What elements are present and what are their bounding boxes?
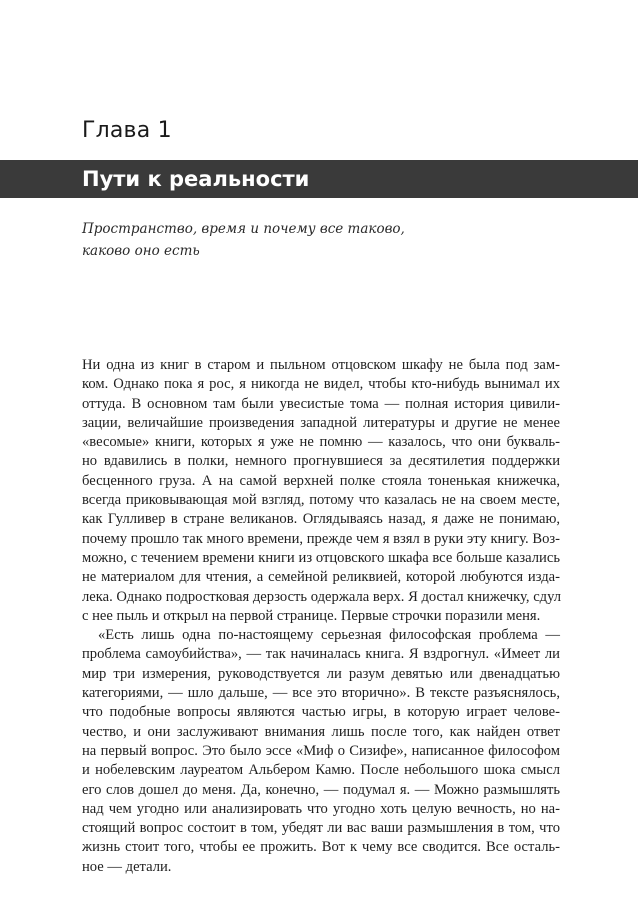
body-line: стоящий вопрос состоит в том, убедят ли вас ваши размышления в том, что bbox=[82, 820, 560, 837]
body-line: можно, с течением времени книги из отцовского шкафа все больше казались bbox=[82, 549, 560, 566]
body-line: «Есть лишь одна по-настоящему серьезная философская проблема — bbox=[98, 627, 560, 644]
body-line: с нее пыль и открыл на первой странице. Первые строчки поразили меня. bbox=[82, 607, 541, 624]
body-line: проблема самоубийства», — так начиналась книга. Я вздрогнул. «Имеет ли bbox=[82, 646, 560, 663]
body-line: «весомые» книги, которых я уже не помню — казалось, что они букваль- bbox=[82, 434, 560, 451]
chapter-title: Пути к реальности bbox=[82, 167, 310, 191]
body-line: над чем угодно или анализировать что угодно хоть целую вечность, но на- bbox=[82, 800, 560, 817]
body-line: категориями, — шло дальше, — все это вторично». В тексте разъяснялось, bbox=[82, 685, 560, 702]
body-line: и нобелевским лауреатом Альбером Камю. После небольшого шока смысл bbox=[82, 762, 560, 779]
body-line: но вдавились в полки, немного прогнувшиеся за десятилетия поддержки bbox=[82, 453, 560, 470]
body-line: оттуда. В основном там были увесистые тома — полная история цивили- bbox=[82, 395, 560, 412]
chapter-title-bar bbox=[0, 160, 638, 198]
body-line: что подобные вопросы являются частью игры, в которую играет челове- bbox=[82, 704, 560, 721]
body-line: бесценного груза. А на самой верхней полке стояла тоненькая книжечка, bbox=[82, 472, 560, 489]
body-line: не материалом для чтения, а семейной реликвией, которой любуются изда- bbox=[82, 569, 560, 586]
body-line: зации, величайшие произведения западной литературы и другие не менее bbox=[82, 414, 560, 431]
body-line: на первый вопрос. Это было эссе «Миф о Сизифе», написанное философом bbox=[82, 742, 560, 759]
body-line: его слов дошел до меня. Да, конечно, — подумал я. — Можно размышлять bbox=[82, 781, 560, 798]
body-line: Ни одна из книг в старом и пыльном отцовском шкафу не была под зам- bbox=[82, 357, 560, 373]
body-line: как Гулливер в стране великанов. Оглядываясь назад, я даже не понимаю, bbox=[82, 511, 560, 528]
subtitle-line: каково оно есть bbox=[82, 243, 200, 259]
chapter-subtitle bbox=[82, 218, 502, 262]
body-line: почему прошло так много времени, прежде чем я взял в руки эту книгу. Воз- bbox=[82, 530, 560, 547]
body-line: ком. Однако пока я рос, я никогда не видел, чтобы кто-нибудь вынимал их bbox=[82, 376, 560, 393]
subtitle-line: Пространство, время и почему все таково, bbox=[82, 221, 405, 237]
body-text bbox=[82, 356, 560, 877]
body-line: жизнь стоит того, чтобы ее прожить. Вот к чему все сводится. Все осталь- bbox=[82, 839, 560, 856]
body-line: лека. Однако подростковая дерзость одержала верх. Я достал книжечку, сдул bbox=[82, 588, 562, 605]
body-line: всегда приковывающая мой взгляд, потому что казалась не на своем месте, bbox=[82, 492, 560, 509]
body-line: чество, и они заслуживают внимания лишь после того, как найден ответ bbox=[82, 723, 560, 740]
chapter-label: Глава 1 bbox=[82, 118, 172, 143]
body-line: мир три измерения, руководствуется ли разум девятью или двенадцатью bbox=[82, 665, 560, 682]
body-line: ное — детали. bbox=[82, 858, 172, 875]
